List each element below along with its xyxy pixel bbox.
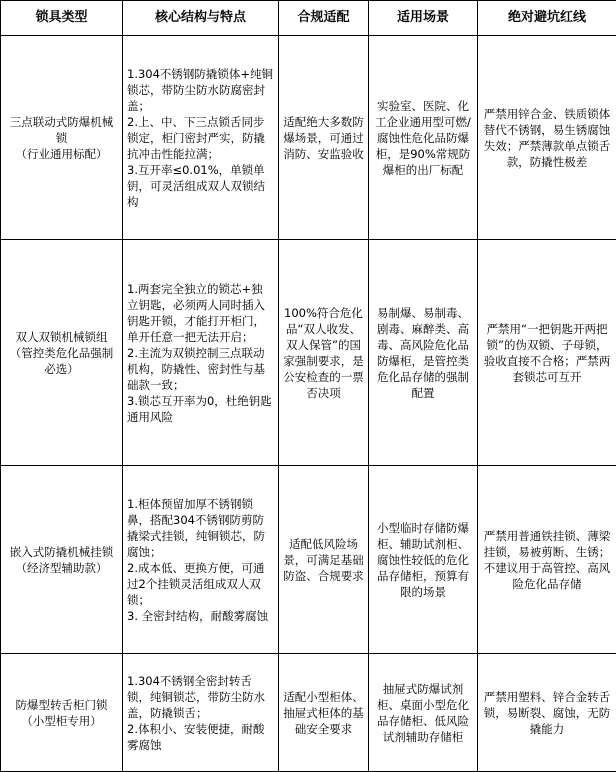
cell-lock-type: 嵌入式防撬机械挂锁 （经济型辅助款） [1,466,123,654]
cell-features [123,36,279,240]
feature-item: 3.锁芯互开率为0，杜绝钥匙通用风险 [127,393,272,424]
cell-compliance: 适配小型柜体、抽屉式柜体的基础安全要求 [279,654,369,772]
table-row [1,466,616,654]
cell-redline: 严禁用普通铁挂锁、薄梁挂锁，易被剪断、生锈；不建议用于高管控、高风险危化品存储 [478,466,616,654]
feature-item: 1.304不锈钢防撬锁体+纯铜锁芯，带防尘防水防腐密封盖； [127,66,274,113]
cell-scenario: 抽屉式防爆试剂柜、桌面小型危化品存储柜、低风险试剂辅助存储柜 [369,654,478,772]
cell-scenario: 实验室、医院、化工企业通用型可燃/腐蚀性危化品防爆柜，是90%常规防爆柜的出厂标配 [369,36,478,240]
feature-item: 1.柜体预留加厚不锈钢锁鼻，搭配304不锈钢防剪防撬梁式挂锁，纯铜锁芯，防腐蚀； [127,496,265,559]
cell-lock-type: 双人双锁机械锁组 （管控类危化品强制必选） [1,240,123,466]
feature-item: 2.体积小、安装便捷，耐酸雾腐蚀 [127,721,265,752]
feature-item: 3. 全密封结构，耐酸雾腐蚀 [127,608,269,623]
cell-compliance: 适配绝大多数防爆场景，可通过消防、安监验收 [279,36,369,240]
feature-item: 2.主流为双锁控制三点联动机构，防撬性、密封性与基础款一致； [127,345,265,392]
cell-redline: 严禁用“一把钥匙开两把锁”的伪双锁、子母锁，验收直接不合格；严禁两套锁芯可互开 [478,240,616,466]
feature-item: 3.互开率≤0.01%，单锁单钥，可灵活组成双人双锁结构 [127,162,265,209]
cell-lock-type: 三点联动式防爆机械锁 （行业通用标配） [1,36,123,240]
header-redline: 绝对避坑红线 [478,1,616,36]
header-scenario: 适用场景 [369,1,478,36]
cell-lock-type: 防爆型转舌柜门锁 （小型柜专用） [1,654,123,772]
table-row [1,654,616,772]
feature-item: 2.成本低、更换方便，可通过2个挂锁灵活组成双人双锁； [127,560,265,607]
feature-item: 1.两套完全独立的锁芯+独立钥匙，必须两人同时插入钥匙开锁，才能打开柜门，单开任意一把无法开启； [127,281,265,344]
header-row [1,1,616,36]
cell-scenario: 易制爆、易制毒、剧毒、麻醉类、高毒、高风险危化品防爆柜，是管控类危化品存储的强制配置 [369,240,478,466]
cell-compliance: 100%符合危化品“双人收发、双人保管”的国家强制要求，是公安检查的一票否决项 [279,240,369,466]
cell-features [123,654,279,772]
table-row [1,36,616,240]
cell-features [123,466,279,654]
cell-features [123,240,279,466]
table-row [1,240,616,466]
cell-redline: 严禁用塑料、锌合金转舌锁，易断裂、腐蚀，无防撬能力 [478,654,616,772]
header-features: 核心结构与特点 [123,1,279,36]
cell-compliance: 适配低风险场景，可满足基础防盗、合规要求 [279,466,369,654]
feature-item: 2.上、中、下三点锁舌同步锁定，柜门密封严实，防撬抗冲击性能拉满； [127,114,265,161]
header-compliance: 合规适配 [279,1,369,36]
feature-item: 1.304不锈钢全密封转舌锁，纯铜锁芯，带防尘防水盖，防撬锁舌； [127,673,265,720]
cell-redline: 严禁用锌合金、铁质锁体替代不锈钢，易生锈腐蚀失效；严禁薄款单点锁舌款，防撬性极差 [478,36,616,240]
cell-scenario: 小型临时存储防爆柜、辅助试剂柜、腐蚀性较低的危化品存储柜，预算有限的场景 [369,466,478,654]
header-lock-type: 锁具类型 [1,1,123,36]
